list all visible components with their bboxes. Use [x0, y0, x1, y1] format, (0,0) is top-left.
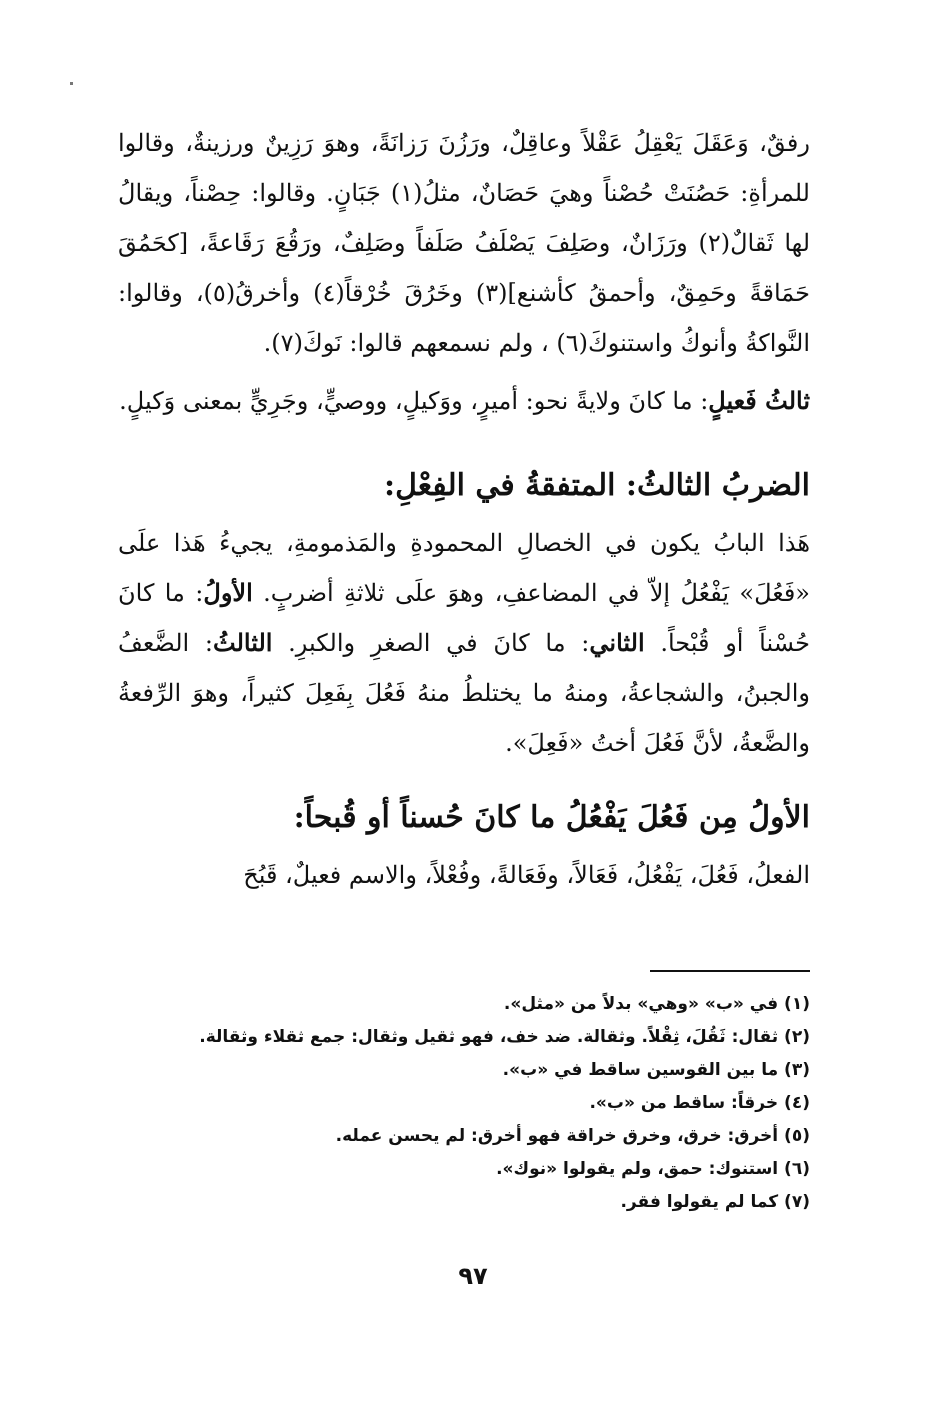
third-text: : الضَّعفُ والجبنُ، والشجاعةُ، ومنهُ ما يختلطُ منهُ فَعُلَ بِفَعِلَ كثيراً، وهوَ الرِّفعةُ والضَّعةُ، لأنَّ فَعُلَ أختُ «فَعِلَ».: [118, 629, 810, 757]
section-heading-first-of-faula: الأولُ مِن فَعُلَ يَفْعُلُ ما كانَ حُسناً أو قُبحاً:: [293, 800, 810, 835]
paragraph-third-type-intro: [118, 518, 810, 768]
footnote-item: (٢) ثقال: ثَقُلَ، ثِقْلاً. وثقالة. ضد خف، فهو ثقيل وثقال: جمع ثقلاء وثقالة.: [199, 1027, 810, 1047]
intro-text: هَذا البابُ يكون في الخصالِ المحمودةِ والمَذمومةِ، يجيءُ هَذا علَى «فَعُلَ» يَفْعُلُ إلاّ في المضاعفِ، وهوَ علَى ثلاثةِ أضربٍ.: [118, 529, 810, 607]
footnote-item: (١) في «ب» «وهي» بدلاً من «مثل».: [503, 994, 810, 1014]
paragraph-adjectives: رفقٌ، وَعَقَلَ يَعْقِلُ عَقْلاً وعاقِلٌ، ورَزُنَ رَزانَةً، وهوَ رَزِينٌ ورزينةٌ، وقالوا للمرأةِ: حَصُنَتْ حُصْناً وهيَ حَصَانٌ، مثلُ(١) جَبَانٍ. وقالوا: حِصْناً، ويقالُ لها ثَقالٌ(٢) ورَزَانٌ، وصَلِفَ يَصْلَفُ صَلَفاً وصَلِفٌ، ورَقُعَ رَقَاعةً، [كحَمُقَ حَمَاقةً وحَمِقٌ، وأحمقُ كأشنع](٣) وخَرُقَ خُرْقاً(٤) وأخرقُ(٥)، وقالوا: النَّواكةُ وأنوكُ واستنوكَ(٦) ، ولم نسمعهم قالوا: نَوكَ(٧).: [118, 129, 810, 357]
footnote-item: (٥) أخرق: خرق، وخرق خراقة فهو أخرق: لم يحسن عمله.: [335, 1126, 810, 1146]
label-second: الثاني: [589, 628, 645, 657]
scan-speck: [70, 82, 73, 85]
page-body: [118, 118, 810, 900]
label-first: الأولُ: [203, 578, 253, 607]
first-text: : ما كانَ حُسْناً أو قُبْحاً.: [118, 579, 810, 657]
second-text: : ما كانَ في الصغرِ والكبرِ.: [288, 629, 590, 657]
paragraph-lead-label: ثالثُ فَعيلٍ: [708, 386, 810, 415]
label-third: الثالثُ: [213, 628, 273, 657]
footnote-item: (٦) استنوك: حمق، ولم يقولوا «نوك».: [496, 1159, 810, 1179]
footnote-divider: [650, 970, 810, 972]
footnote-item: (٣) ما بين القوسين ساقط في «ب».: [502, 1060, 810, 1080]
footnote-item: (٧) كما لم يقولوا فقر.: [620, 1192, 810, 1212]
section-heading-third-type: الضربُ الثالثُ: المتفقةُ في الفِعْلِ:: [384, 468, 810, 503]
footnote-item: (٤) خرقاً: ساقط من «ب».: [589, 1093, 810, 1113]
paragraph-third-faeel: [118, 376, 810, 426]
paragraph-text: : ما كانَ ولايةً نحو: أميرٍ، ووَكيلٍ، ووصيٍّ، وجَرِيٍّ بمعنى وَكيلٍ.: [119, 387, 709, 415]
paragraph-first-of-faula: الفعلُ، فَعُلَ، يَفْعُلُ، فَعَالاً، وفَعَالةً، وفُعْلاً، والاسم فعيلٌ، قَبُحَ: [243, 861, 810, 889]
footnotes-list: [118, 988, 810, 1219]
page-number: ٩٧: [458, 1262, 488, 1290]
